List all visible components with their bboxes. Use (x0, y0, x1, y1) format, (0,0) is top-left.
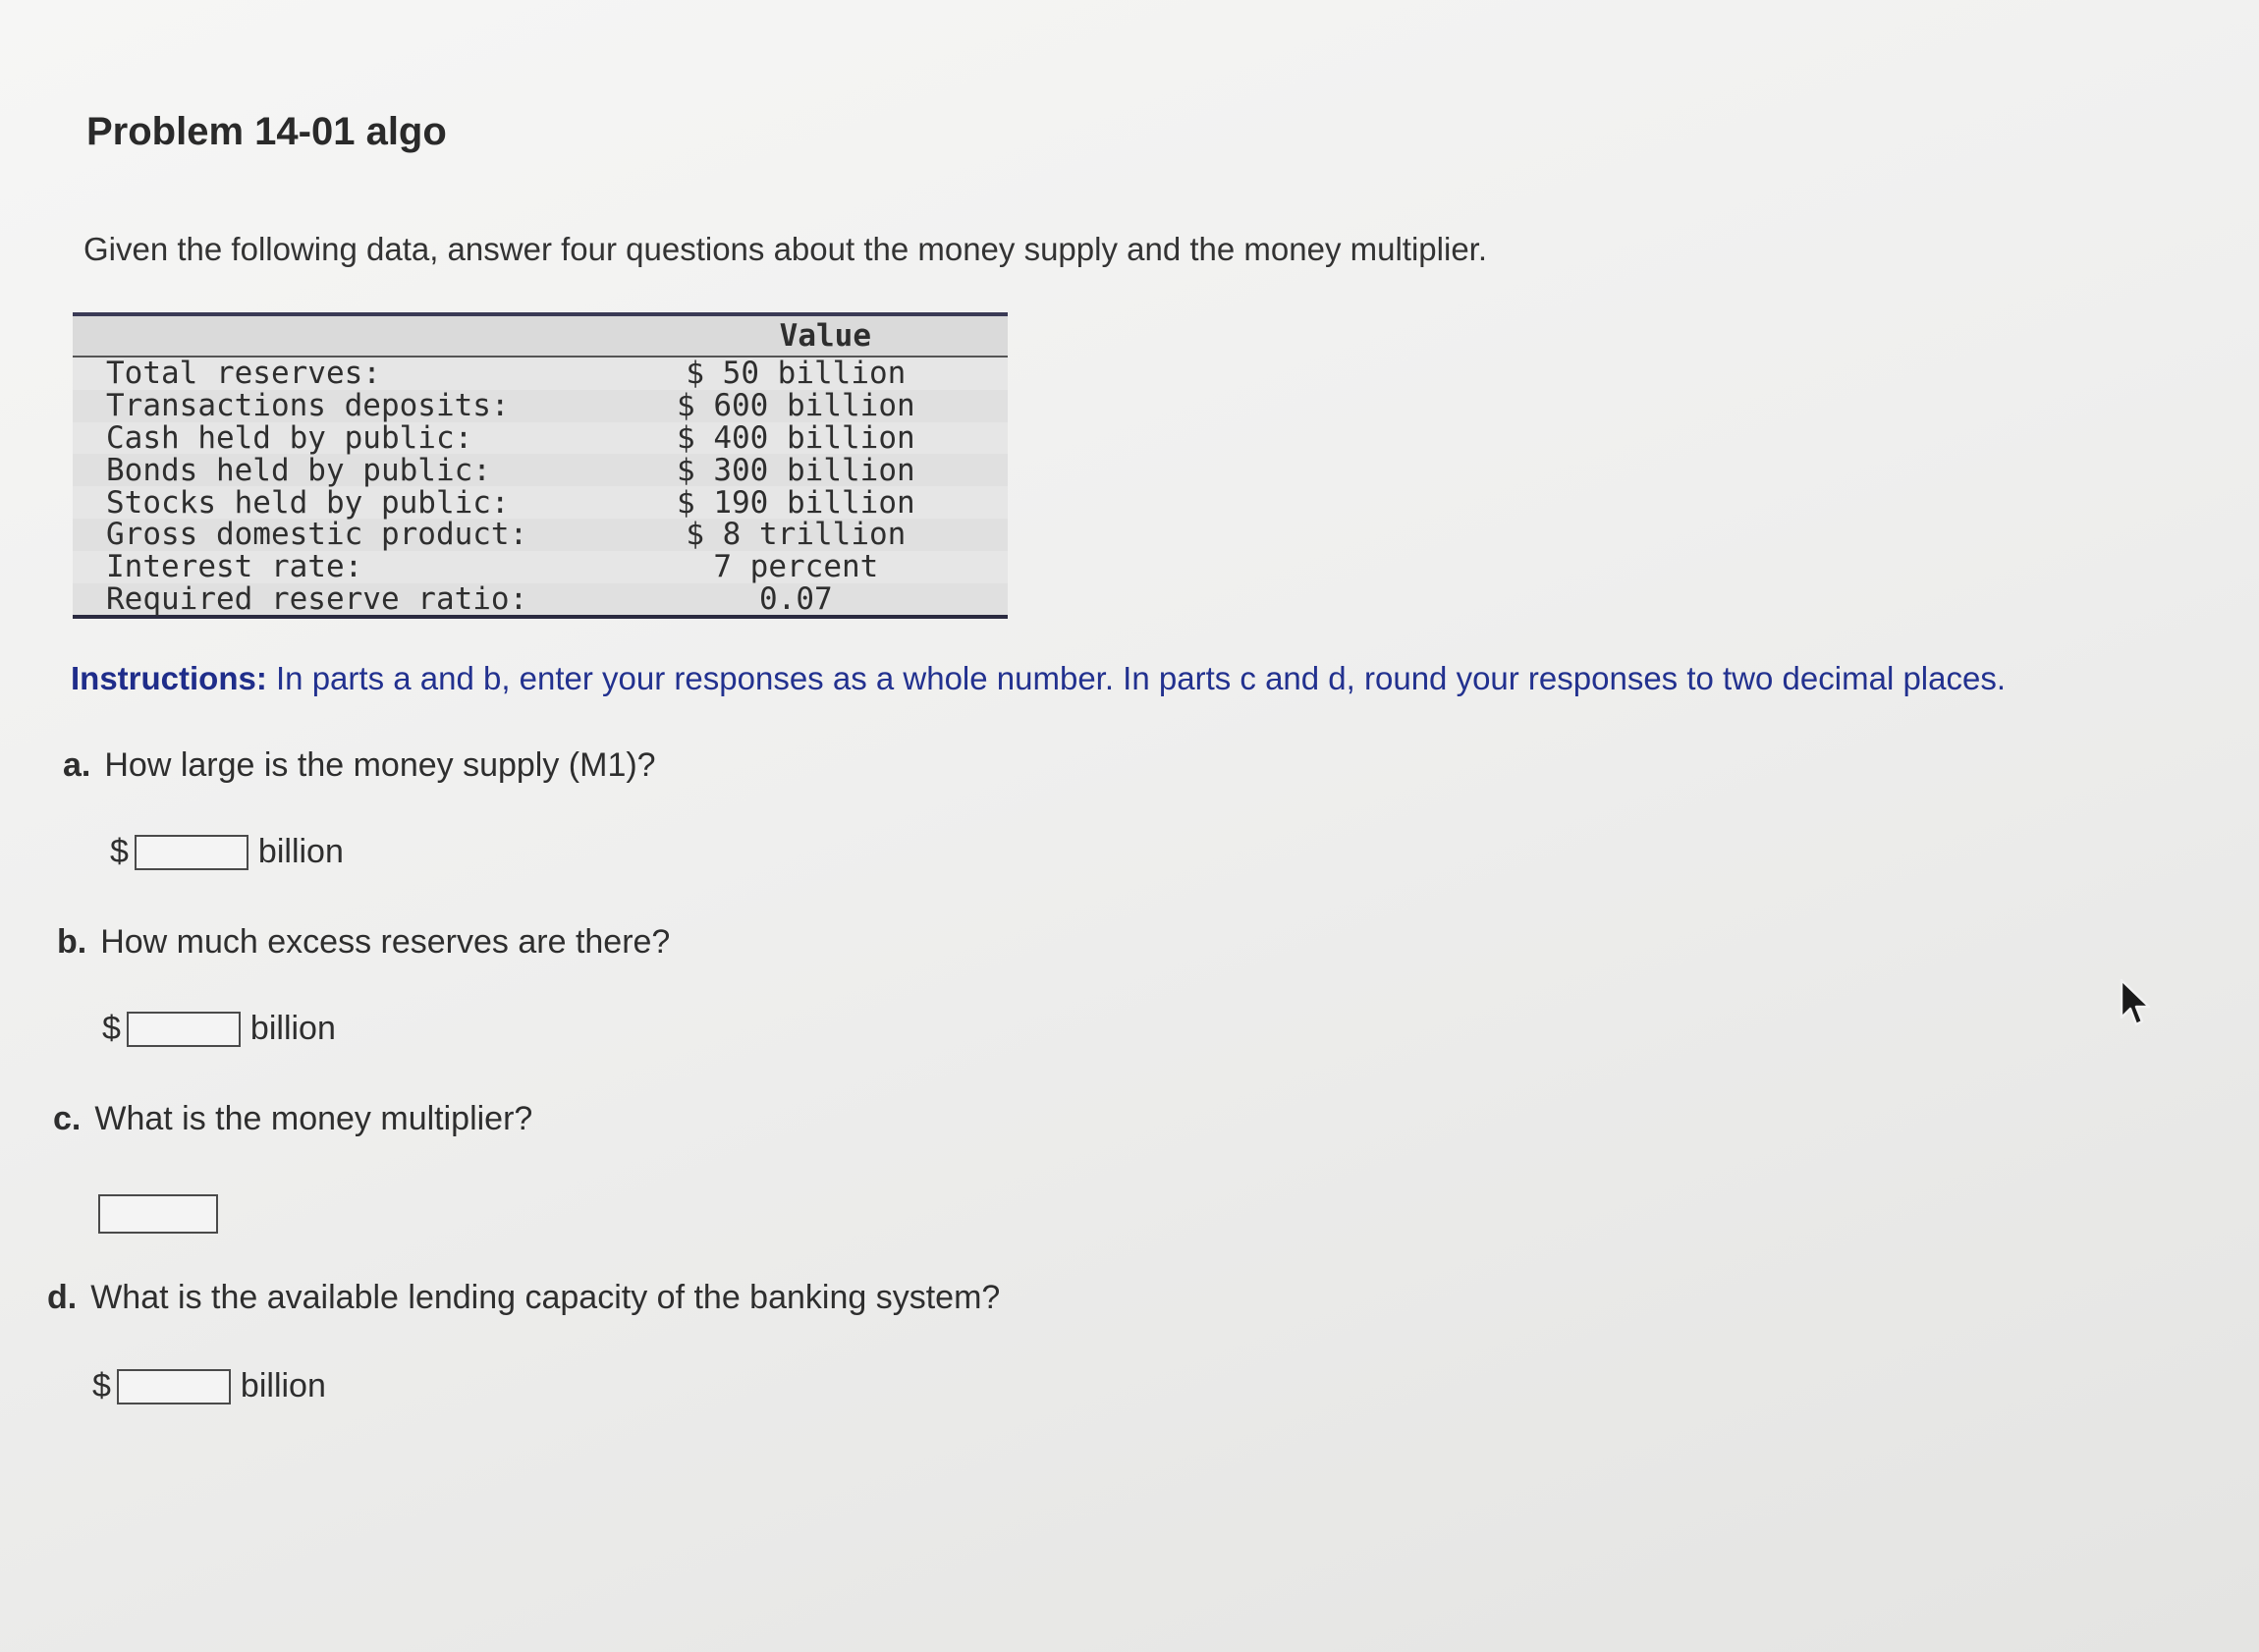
question-c (53, 1100, 532, 1138)
table-header-value: Value (779, 318, 871, 354)
row-value: $ 600 billion (677, 388, 915, 424)
question-d-letter: d. (47, 1279, 78, 1316)
row-value: $ 400 billion (677, 419, 915, 456)
answer-a-prefix: $ (110, 833, 129, 870)
row-label: Required reserve ratio: (106, 580, 528, 617)
row-value: 0.07 (759, 580, 833, 617)
row-label: Bonds held by public: (106, 452, 491, 488)
table-row (73, 357, 1008, 390)
instructions-text: In parts a and b, enter your responses as a whole number. In parts c and d, round your responses to two decimal places. (266, 660, 2007, 696)
answer-a-suffix: billion (257, 833, 344, 870)
row-value: $ 190 billion (677, 484, 915, 521)
question-d-text: What is the available lending capacity of the banking system? (90, 1279, 1001, 1316)
answer-a-row (110, 833, 344, 871)
table-header-row (73, 314, 1008, 357)
table-row (73, 486, 1008, 519)
question-a-letter: a. (63, 746, 91, 784)
row-label: Gross domestic product: (106, 517, 528, 553)
row-label: Stocks held by public: (106, 484, 510, 521)
row-label: Transactions deposits: (106, 388, 510, 424)
question-a-text: How large is the money supply (M1)? (104, 746, 656, 784)
instructions-label: Instructions: (71, 660, 267, 696)
question-b-text: How much excess reserves are there? (100, 923, 671, 961)
question-c-letter: c. (53, 1100, 82, 1137)
answer-b-input[interactable] (127, 1012, 241, 1047)
row-label: Interest rate: (106, 549, 363, 585)
answer-c-input[interactable] (98, 1194, 218, 1234)
answer-d-suffix: billion (240, 1367, 326, 1404)
data-table (73, 312, 1008, 619)
answer-d-prefix: $ (92, 1367, 111, 1404)
table-row (73, 422, 1008, 455)
row-value: $ 8 trillion (686, 517, 907, 553)
row-value: $ 300 billion (677, 452, 915, 488)
question-b (57, 923, 670, 962)
problem-title: Problem 14-01 algo (86, 110, 447, 153)
answer-a-input[interactable] (135, 835, 248, 870)
answer-b-row (102, 1010, 336, 1048)
table-row (73, 519, 1008, 551)
row-label: Cash held by public: (106, 419, 473, 456)
table-row (73, 583, 1008, 618)
problem-intro: Given the following data, answer four questions about the money supply and the money multiplier. (83, 231, 1488, 267)
answer-b-prefix: $ (102, 1010, 121, 1047)
answer-c-row (98, 1194, 228, 1234)
question-b-letter: b. (57, 923, 87, 961)
instructions (71, 660, 2006, 697)
row-value: 7 percent (713, 549, 879, 585)
answer-b-suffix: billion (249, 1010, 336, 1047)
answer-d-input[interactable] (117, 1369, 231, 1404)
table-row (73, 454, 1008, 486)
question-a (63, 746, 656, 785)
question-d (47, 1279, 1000, 1317)
row-value: $ 50 billion (686, 356, 907, 392)
row-label: Total reserves: (106, 356, 381, 392)
answer-d-row (92, 1367, 326, 1405)
table-header-label (73, 314, 643, 357)
question-c-text: What is the money multiplier? (94, 1100, 533, 1137)
mouse-pointer-icon (2120, 978, 2155, 1029)
table-row (73, 551, 1008, 583)
table-row (73, 390, 1008, 422)
